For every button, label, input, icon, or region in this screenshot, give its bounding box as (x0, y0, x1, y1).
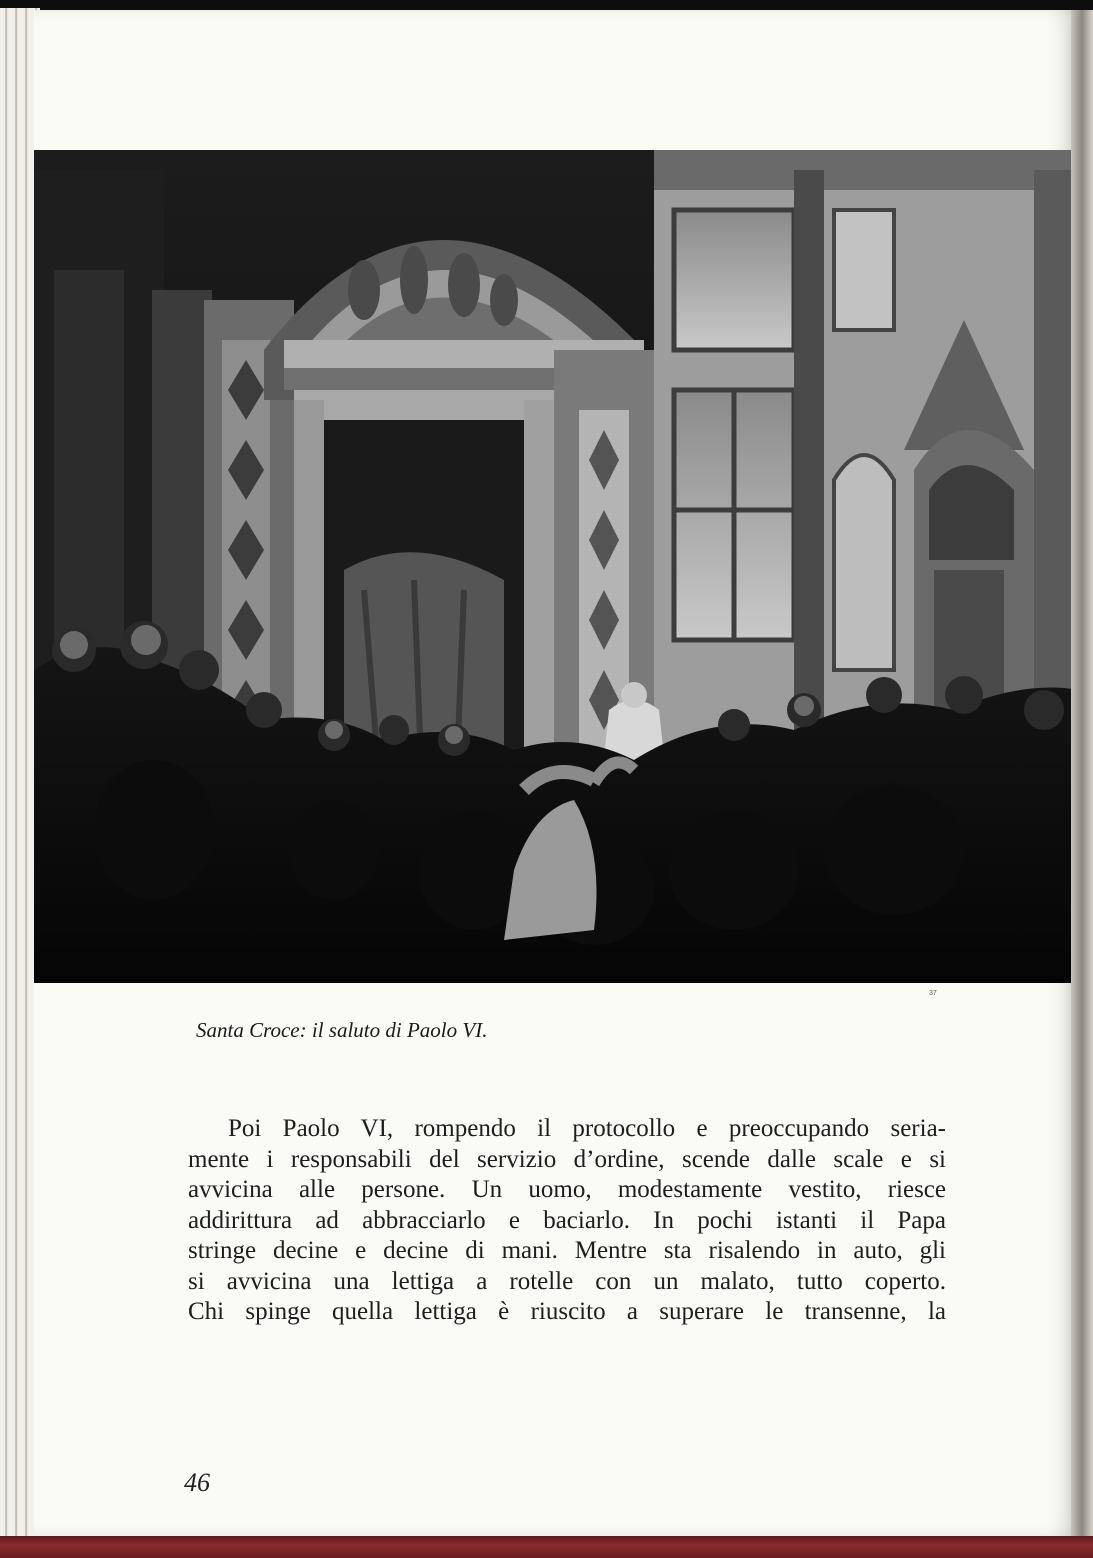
text-line: mente i responsabili del servizio d’ordine, scende dalle scale e si (188, 1145, 946, 1173)
text-line: addirittura ad abbracciarlo e baciarlo. In pochi istanti il Papa (188, 1206, 946, 1234)
text-line: Poi Paolo VI, rompendo il protocollo e preoccupando seria- (228, 1115, 946, 1142)
text-line: avvicina alle persone. Un uomo, modestamente vestito, riesce (188, 1176, 946, 1203)
photo-caption: Santa Croce: il saluto di Paolo VI. (196, 1018, 488, 1042)
text-line: Chi spinge quella lettiga è riuscito a superare le transenne, la (188, 1298, 946, 1325)
book-cover-edge (0, 1536, 1093, 1558)
photo-santa-croce (34, 150, 1079, 983)
photo-number: 37 (929, 990, 937, 997)
photograph (34, 150, 1079, 983)
page-number: 46 (184, 1468, 210, 1497)
body-paragraph (188, 1114, 946, 1328)
text-line: stringe decine e decine di mani. Mentre sta risalendo in auto, gli (188, 1237, 946, 1264)
page (34, 10, 1079, 1536)
binding-shadow (1071, 10, 1093, 1536)
text-line: si avvicina una lettiga a rotelle con un malato, tutto coperto. (188, 1267, 946, 1295)
